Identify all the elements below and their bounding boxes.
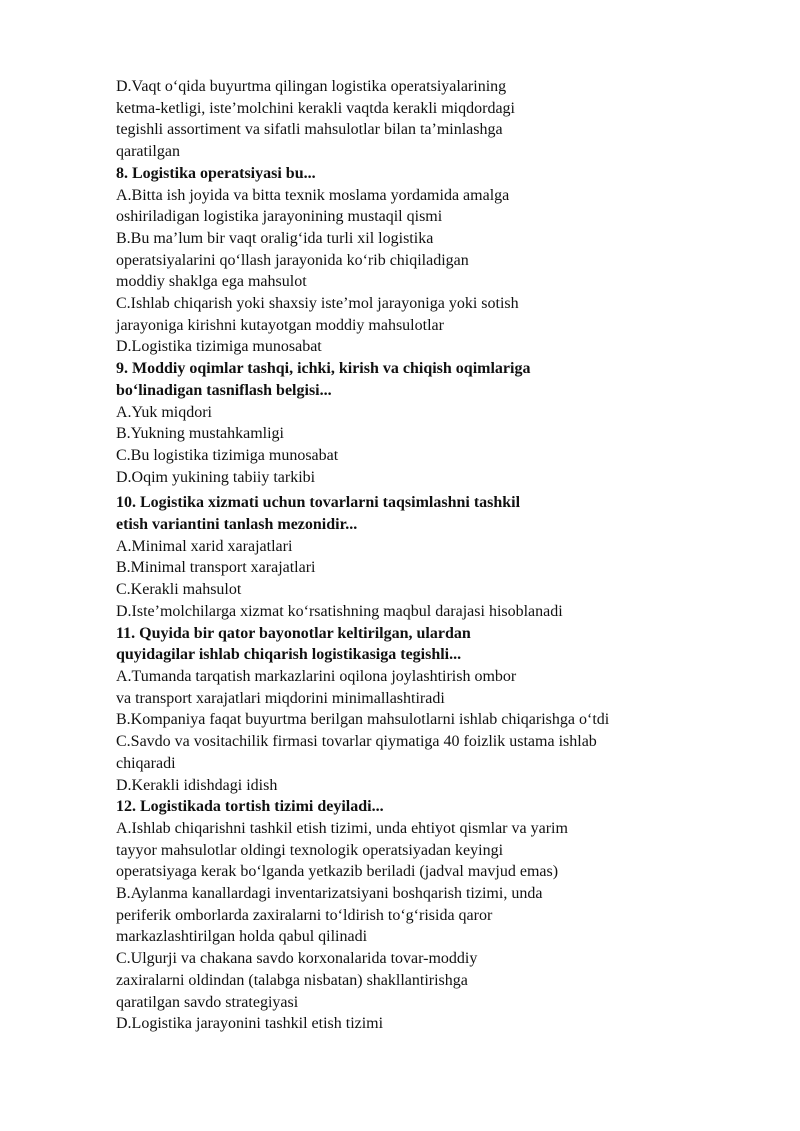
answer-line: tegishli assortiment va sifatli mahsulotlar bilan ta’minlashga [116,121,503,139]
answer-line: oshiriladigan logistika jarayonining mustaqil qismi [116,208,443,226]
answer-line: B.Minimal transport xarajatlari [116,559,316,577]
question-line: 11. Quyida bir qator bayonotlar keltirilgan, ulardan [116,624,471,642]
answer-line: operatsiyaga kerak bo‘lganda yetkazib beriladi (jadval mavjud emas) [116,863,559,881]
answer-line: moddiy shaklga ega mahsulot [116,273,307,291]
question-line: bo‘linadigan tasniflash belgisi... [116,381,332,399]
question-line: 9. Moddiy oqimlar tashqi, ichki, kirish va chiqish oqimlariga [116,360,531,378]
answer-line: qaratilgan [116,143,180,161]
answer-line: markazlashtirilgan holda qabul qilinadi [116,928,368,946]
answer-line: ketma-ketligi, iste’molchini kerakli vaqtda kerakli miqdordagi [116,99,515,117]
answer-line: zaxiralarni oldindan (talabga nisbatan) shakllantirishga [116,971,468,989]
answer-line: C.Ulgurji va chakana savdo korxonalarida tovar-moddiy [116,950,478,968]
answer-line: B.Kompaniya faqat buyurtma berilgan mahsulotlarni ishlab chiqarishga o‘tdi [116,711,610,729]
answer-line: A.Minimal xarid xarajatlari [116,537,293,555]
answer-line: D.Kerakli idishdagi idish [116,776,278,794]
answer-line: C.Bu logistika tizimiga munosabat [116,446,339,464]
answer-line: A.Yuk miqdori [116,403,212,421]
answer-line: A.Ishlab chiqarishni tashkil etish tizimi, unda ehtiyot qismlar va yarim [116,819,568,837]
answer-line: periferik omborlarda zaxiralarni to‘ldirish to‘g‘risida qaror [116,906,493,924]
answer-line: B.Yukning mustahkamligi [116,425,284,443]
question-line: etish variantini tanlash mezonidir... [116,516,358,534]
answer-line: C.Ishlab chiqarish yoki shaxsiy iste’mol jarayoniga yoki sotish [116,295,519,313]
answer-line: D.Oqim yukining tabiiy tarkibi [116,468,316,486]
answer-line: D.Iste’molchilarga xizmat ko‘rsatishning maqbul darajasi hisoblanadi [116,602,563,620]
answer-line: jarayoniga kirishni kutayotgan moddiy mahsulotlar [116,316,444,334]
question-line: 8. Logistika operatsiyasi bu... [116,164,316,182]
answer-line: A.Tumanda tarqatish markazlarini oqilona joylashtirish ombor [116,667,517,685]
document-page [116,76,716,1035]
question-line: quyidagilar ishlab chiqarish logistikasiga tegishli... [116,646,462,664]
answer-line: D.Logistika jarayonini tashkil etish tizimi [116,1015,384,1033]
question-line: 12. Logistikada tortish tizimi deyiladi... [116,798,384,816]
answer-line: qaratilgan savdo strategiyasi [116,993,299,1011]
answer-line: D.Vaqt o‘qida buyurtma qilingan logistika operatsiyalarining [116,78,507,95]
answer-line: chiqaradi [116,754,176,772]
answer-line: A.Bitta ish joyida va bitta texnik moslama yordamida amalga [116,186,510,204]
answer-line: D.Logistika tizimiga munosabat [116,338,322,356]
answer-line: tayyor mahsulotlar oldingi texnologik operatsiyadan keyingi [116,841,504,859]
answer-line: C.Savdo va vositachilik firmasi tovarlar qiymatiga 40 foizlik ustama ishlab [116,733,597,751]
answer-line: C.Kerakli mahsulot [116,581,242,599]
answer-line: operatsiyalarini qo‘llash jarayonida ko‘rib chiqiladigan [116,251,469,269]
answer-line: B.Aylanma kanallardagi inventarizatsiyani boshqarish tizimi, unda [116,885,543,903]
question-line: 10. Logistika xizmati uchun tovarlarni taqsimlashni tashkil [116,494,521,512]
answer-line: va transport xarajatlari miqdorini minimallashtiradi [116,689,445,707]
answer-line: B.Bu ma’lum bir vaqt oralig‘ida turli xil logistika [116,229,434,247]
